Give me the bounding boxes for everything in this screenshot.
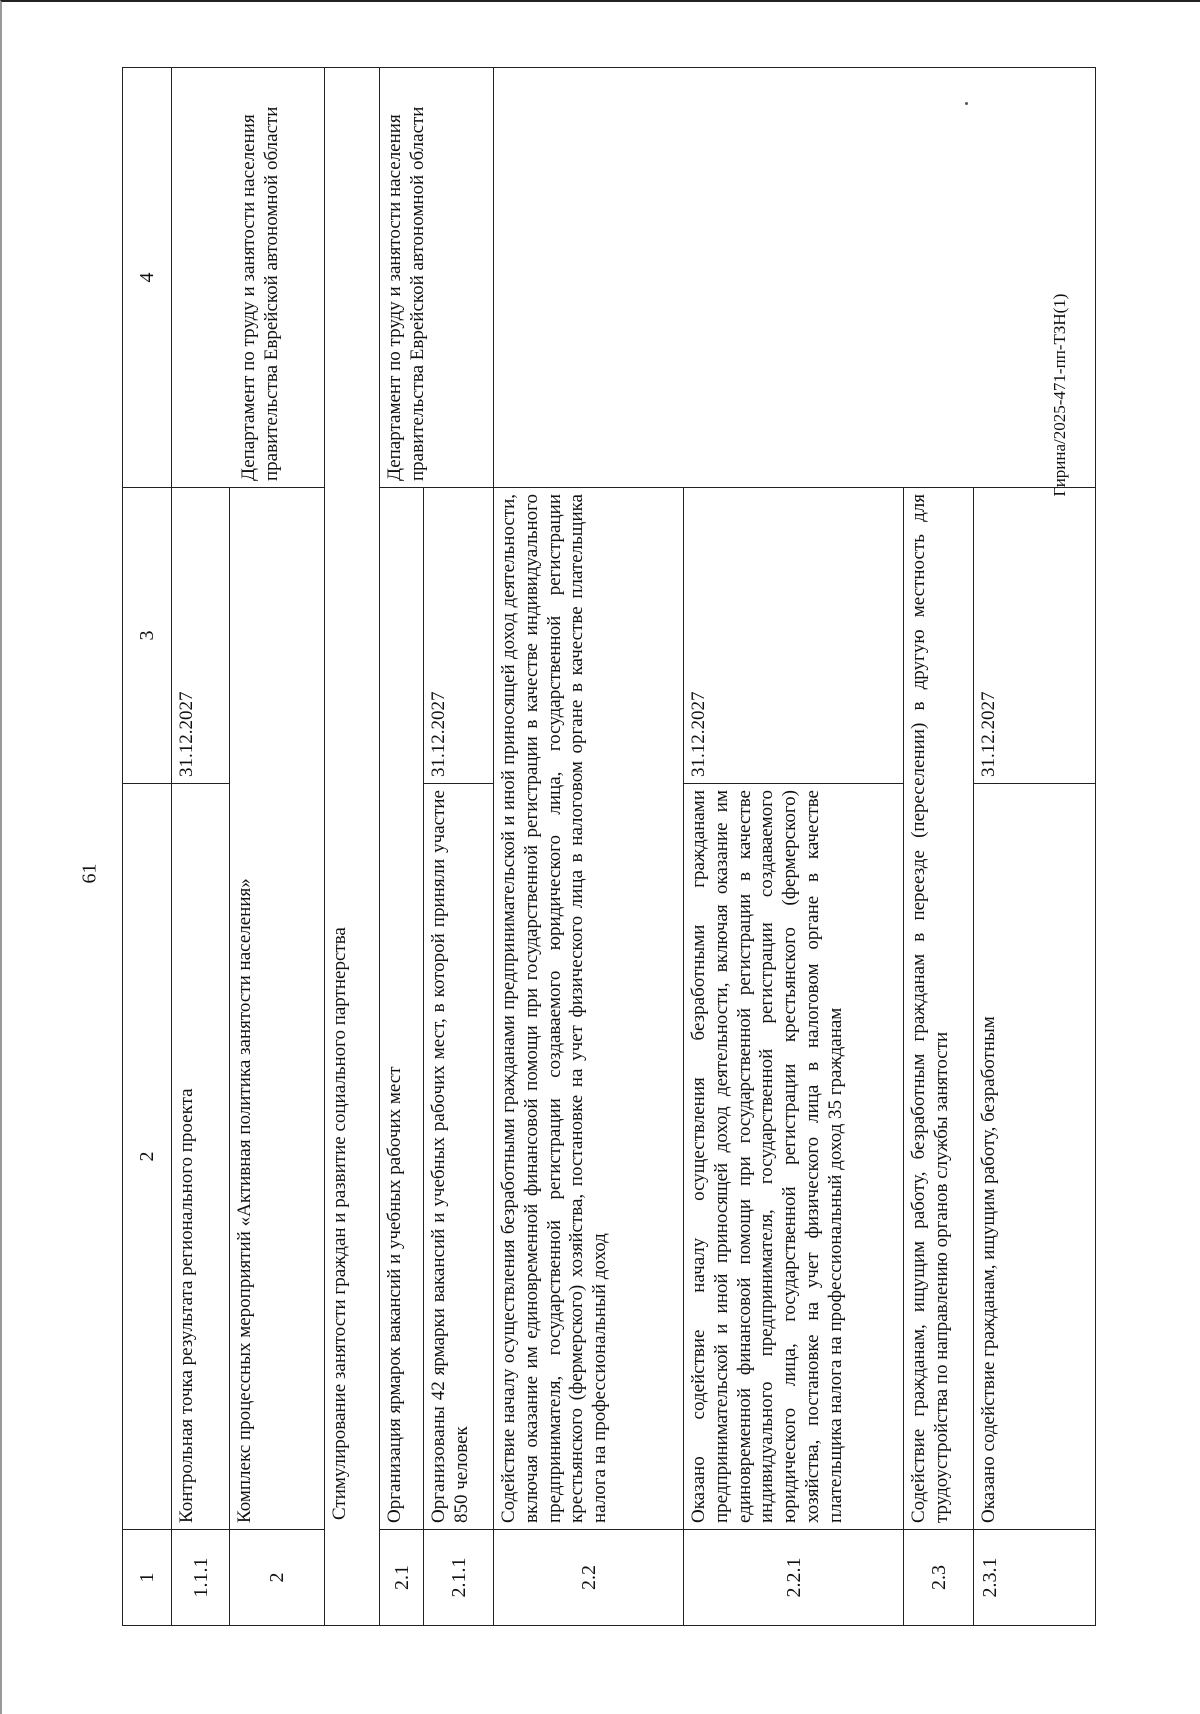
row-text: Организация ярмарок вакансий и учебных рабочих мест — [380, 488, 424, 1530]
section-heading: Стимулирование занятости граждан и развитие социального партнерства — [325, 68, 380, 1626]
row-number: 2.1.1 — [424, 1530, 494, 1626]
row-date: 31.12.2027 — [974, 488, 1096, 784]
row-number: 2.3 — [904, 1530, 974, 1626]
row-text: Содействие гражданам, ищущим работу, безработным гражданам в переезде (переселении) в другую местность для трудоустройства по направлению органов службы занятости — [904, 488, 974, 1530]
document-reference: Гирина/2025-471-пп-ТЗН(1) — [1050, 293, 1069, 497]
header-cell-2: 2 — [123, 784, 172, 1530]
row-number: 2.1 — [380, 1530, 424, 1626]
row-date: 31.12.2027 — [424, 488, 494, 784]
row-text: Оказано содействие началу осуществления безработными гражданами предпринимательской и иной приносящей доход деятельности, включая оказание им единовременной финансовой помощи при государственной регистрации в качестве индивидуального предпринимателя, государственной регистрации создаваемого юридического лица, государственной регистрации крестьянского (фермерского) хозяйства, постановке на учет физического лица в налоговом органе в качестве плательщика налога на профессиональный доход 35 гражданам — [684, 784, 904, 1530]
row-number: 2.2 — [494, 1530, 684, 1626]
row-responsible-empty — [494, 68, 1096, 488]
table-row — [172, 68, 230, 1626]
table-row — [494, 68, 684, 1626]
program-table — [122, 67, 1096, 1626]
header-cell-1: 1 — [123, 1530, 172, 1626]
row-text: Оказано содействие гражданам, ищущим работу, безработным — [974, 784, 1096, 1530]
row-text: Контрольная точка результата регионального проекта — [172, 784, 230, 1530]
rotated-table — [122, 68, 1096, 1626]
header-cell-3: 3 — [123, 488, 172, 784]
row-number: 2 — [230, 1530, 325, 1626]
row-date: 31.12.2027 — [172, 488, 230, 784]
table-row — [380, 68, 424, 1626]
row-responsible: Департамент по труду и занятости населения правительства Еврейской автономной области — [380, 68, 494, 488]
row-date: 31.12.2027 — [684, 488, 904, 784]
page-number: 61 — [78, 863, 101, 884]
row-number: 1.1.1 — [172, 1530, 230, 1626]
row-responsible: Департамент по труду и занятости населения правительства Еврейской автономной области — [172, 68, 325, 488]
row-text: Организованы 42 ярмарки вакансий и учебных рабочих мест, в которой приняли участие 850 человек — [424, 784, 494, 1530]
header-row — [123, 68, 172, 1626]
row-text: Содействие началу осуществления безработными гражданами предпринимательской и иной приносящей доход деятельности, включая оказание им единовременной финансовой помощи при государственной регистрации в качестве индивидуального предпринимателя, государственной регистрации создаваемого юридического лица, государственной регистрации крестьянского (фермерского) хозяйства, постановке на учет физического лица в налоговом органе в качестве плательщика налога на профессиональный доход — [494, 488, 684, 1530]
row-text: Комплекс процессных мероприятий «Активная политика занятости населения» — [230, 488, 325, 1530]
row-number: 2.2.1 — [684, 1530, 904, 1626]
table-container — [122, 68, 1096, 1626]
table-row — [325, 68, 380, 1626]
header-cell-4: 4 — [123, 68, 172, 488]
row-number: 2.3.1 — [974, 1530, 1096, 1626]
